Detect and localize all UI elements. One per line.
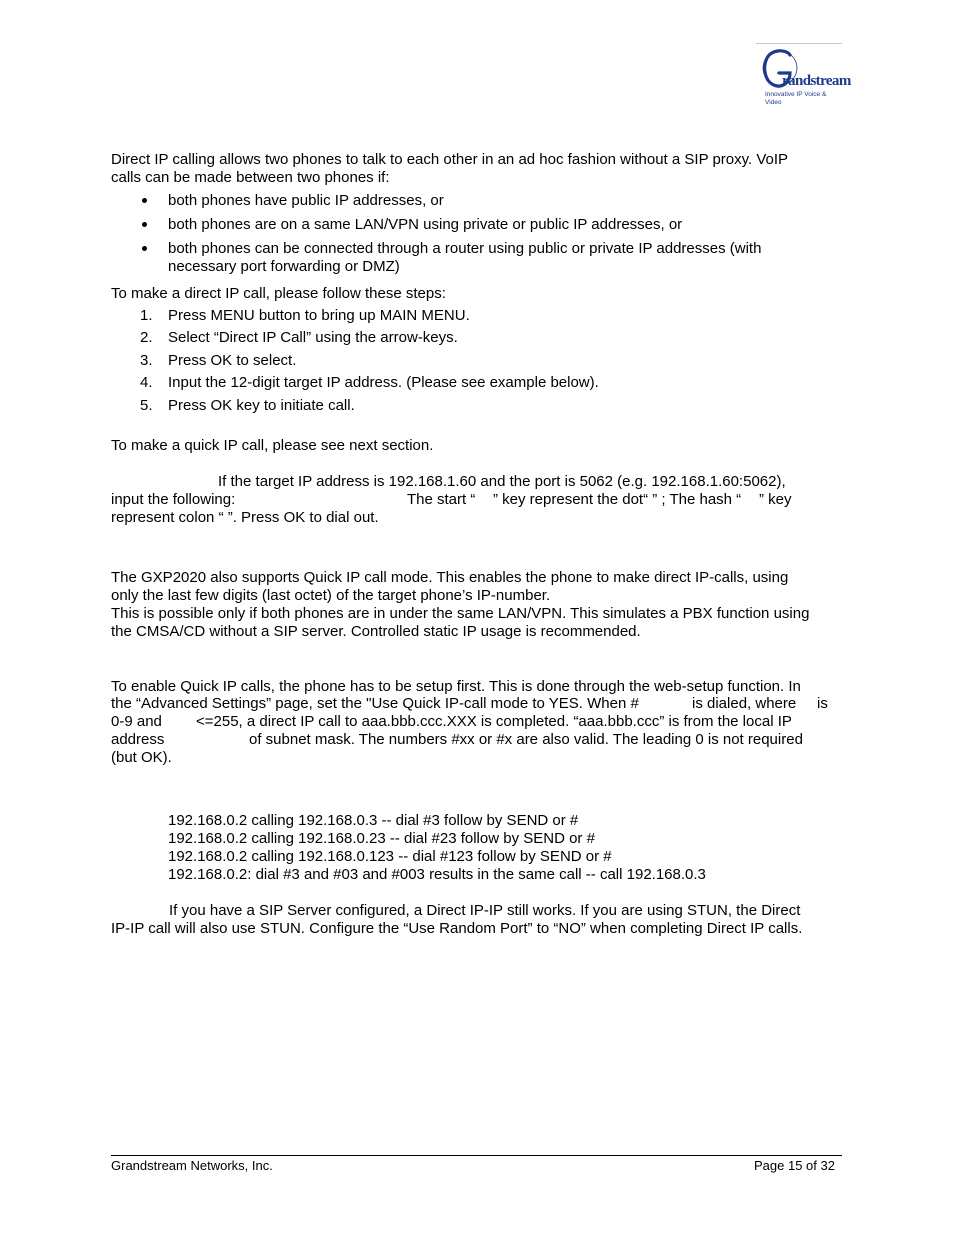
step-text: Input the 12-digit target IP address. (Please see example below). bbox=[168, 374, 599, 391]
quick-ip-p2-line-5: (but OK). bbox=[111, 749, 172, 766]
bullet-dot bbox=[142, 198, 147, 203]
quick-ip-p2-line-1: To enable Quick IP calls, the phone has to be setup first. This is done through the web-setup function. In bbox=[111, 678, 801, 695]
example-line-2b: The start “ bbox=[407, 491, 476, 508]
step-number: 1. bbox=[140, 307, 153, 324]
example-line-3: represent colon “ ”. Press OK to dial out. bbox=[111, 509, 379, 526]
quick-ip-p2-line-2b: is dialed, where bbox=[692, 695, 797, 712]
logo-wordmark: randstream bbox=[782, 73, 851, 89]
quick-ip-note: To make a quick IP call, please see next section. bbox=[111, 437, 434, 454]
dial-example: 192.168.0.2: dial #3 and #03 and #003 results in the same call -- call 192.168.0.3 bbox=[168, 866, 706, 883]
footer-rule bbox=[111, 1155, 842, 1156]
step-number: 2. bbox=[140, 329, 153, 346]
step-number: 5. bbox=[140, 397, 153, 414]
example-line-1: If the target IP address is 192.168.1.60 and the port is 5062 (e.g. 192.168.1.60:5062), bbox=[218, 473, 786, 490]
step-text: Press MENU button to bring up MAIN MENU. bbox=[168, 307, 470, 324]
bullet-item: both phones are on a same LAN/VPN using private or public IP addresses, or bbox=[168, 216, 683, 233]
logo-tagline: Innovative IP Voice & Video bbox=[765, 91, 827, 106]
dial-example: 192.168.0.2 calling 192.168.0.123 -- dial #123 follow by SEND or # bbox=[168, 848, 612, 865]
step-text: Select “Direct IP Call” using the arrow-keys. bbox=[168, 329, 458, 346]
step-text: Press OK key to initiate call. bbox=[168, 397, 355, 414]
step-number: 4. bbox=[140, 374, 153, 391]
intro-line-1: Direct IP calling allows two phones to talk to each other in an ad hoc fashion without a SIP proxy. VoIP bbox=[111, 151, 789, 168]
bullet-item-continued: necessary port forwarding or DMZ) bbox=[168, 258, 400, 275]
header-rule bbox=[756, 43, 842, 44]
bullet-item: both phones have public IP addresses, or bbox=[168, 192, 444, 209]
quick-ip-p2-line-2c: is bbox=[817, 695, 828, 712]
step-text: Press OK to select. bbox=[168, 352, 297, 369]
quick-ip-p2-line-2a: the “Advanced Settings” page, set the "Use Quick IP-call mode to YES. When # bbox=[111, 695, 639, 712]
quick-ip-p1-line-1: The GXP2020 also supports Quick IP call mode. This enables the phone to make direct IP-calls, using bbox=[111, 569, 789, 586]
bullet-dot bbox=[142, 222, 147, 227]
quick-ip-p1-line-3: This is possible only if both phones are in under the same LAN/VPN. This simulates a PBX function using bbox=[111, 605, 810, 622]
bullet-dot bbox=[142, 246, 147, 251]
quick-ip-p2-line-3a: 0-9 and bbox=[111, 713, 162, 730]
grandstream-logo bbox=[760, 46, 851, 106]
intro-line-2: calls can be made between two phones if: bbox=[111, 169, 390, 186]
sip-note-line-2: IP-IP call will also use STUN. Configure the “Use Random Port” to “NO” when completing Direct IP calls. bbox=[111, 920, 803, 937]
step-number: 3. bbox=[140, 352, 153, 369]
example-line-2c: ” key represent the dot“ ” ; The hash “ bbox=[493, 491, 742, 508]
dial-example: 192.168.0.2 calling 192.168.0.3 -- dial #3 follow by SEND or # bbox=[168, 812, 579, 829]
quick-ip-p2-line-4a: address bbox=[111, 731, 165, 748]
sip-note-line-1: If you have a SIP Server configured, a Direct IP-IP still works. If you are using STUN, the Direct bbox=[169, 902, 801, 919]
dial-example: 192.168.0.2 calling 192.168.0.23 -- dial #23 follow by SEND or # bbox=[168, 830, 595, 847]
footer-page-number: Page 15 of 32 bbox=[754, 1158, 835, 1173]
quick-ip-p2-line-4b: of subnet mask. The numbers #xx or #x are also valid. The leading 0 is not required bbox=[249, 731, 803, 748]
quick-ip-p1-line-2: only the last few digits (last octet) of the target phone’s IP-number. bbox=[111, 587, 551, 604]
footer-company: Grandstream Networks, Inc. bbox=[111, 1158, 273, 1173]
quick-ip-p2-line-3b: <=255, a direct IP call to aaa.bbb.ccc.XXX is completed. “aaa.bbb.ccc” is from the local IP bbox=[196, 713, 792, 730]
steps-intro: To make a direct IP call, please follow these steps: bbox=[111, 285, 446, 302]
bullet-item: both phones can be connected through a router using public or private IP addresses (with bbox=[168, 240, 762, 257]
example-line-2d: ” key bbox=[759, 491, 792, 508]
example-line-2a: input the following: bbox=[111, 491, 236, 508]
quick-ip-p1-line-4: the CMSA/CD without a SIP server. Controlled static IP usage is recommended. bbox=[111, 623, 641, 640]
